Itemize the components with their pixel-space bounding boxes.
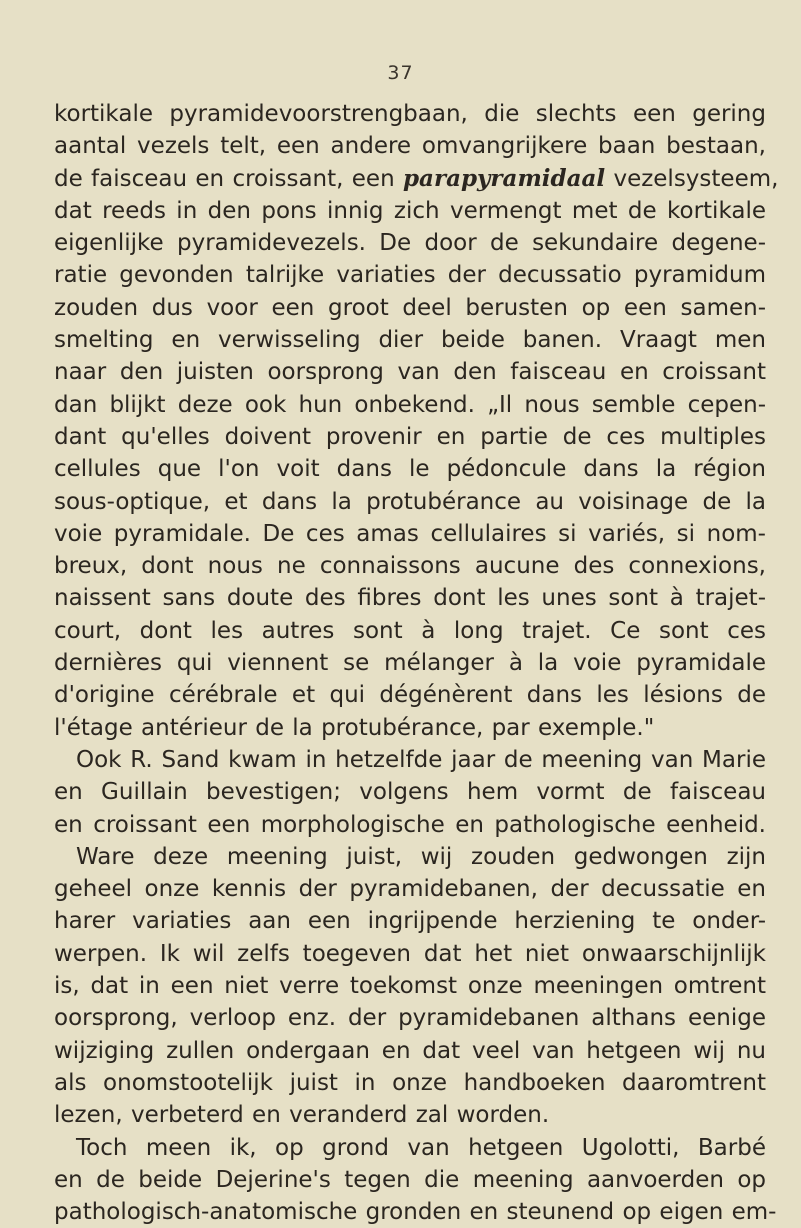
text-line: Ook R. Sand kwam in hetzelfde jaar de meening van Marie <box>76 746 766 773</box>
text-line: en croissant een morphologische en pathologische eenheid. <box>54 811 766 838</box>
emphasized-term: parapyramidaal <box>402 164 606 192</box>
text-line: wijziging zullen ondergaan en dat veel van hetgeen wij nu <box>54 1037 766 1064</box>
text-line: werpen. Ik wil zelfs toegeven dat het niet onwaarschijnlijk <box>54 940 766 967</box>
text-line: harer variaties aan een ingrijpende herziening te onder- <box>54 908 766 935</box>
text-line: is, dat in een niet verre toekomst onze meeningen omtrent <box>54 973 766 1000</box>
text-line: d'origine cérébrale et qui dégénèrent dans les lésions de <box>54 682 766 709</box>
text-line: en Guillain bevestigen; volgens hem vormt de faisceau <box>54 779 766 806</box>
text-line: geheel onze kennis der pyramidebanen, der decussatie en <box>54 876 766 903</box>
text-line: Toch meen ik, op grond van hetgeen Ugolotti, Barbé <box>76 1134 766 1161</box>
text-line <box>54 163 779 195</box>
text-line: kortikale pyramidevoorstrengbaan, die slechts een gering <box>54 101 766 127</box>
text-line: pathologisch-anatomische gronden en steunend op eigen em- <box>54 1199 777 1226</box>
text-line: ratie gevonden talrijke variaties der decussatio pyramidum <box>54 262 766 289</box>
text-line: dernières qui viennent se mélanger à la voie pyramidale <box>54 650 766 677</box>
text-line: Ware deze meening juist, wij zouden gedwongen zijn <box>76 843 766 870</box>
text-line: l'étage antérieur de la protubérance, par exemple." <box>54 714 655 741</box>
text-line: als onomstootelijk juist in onze handboeken daaromtrent <box>54 1069 766 1096</box>
text-line: naissent sans doute des fibres dont les unes sont à trajet- <box>54 585 766 612</box>
text-line: court, dont les autres sont à long trajet. Ce sont ces <box>54 617 766 644</box>
text-line: naar den juisten oorsprong van den faisceau en croissant <box>54 359 766 386</box>
text-line: voie pyramidale. De ces amas cellulaires si variés, si nom- <box>54 520 766 547</box>
text-segment: vezelsysteem, <box>605 165 779 192</box>
text-line: cellules que l'on voit dans le pédoncule dans la région <box>54 456 766 483</box>
text-line: en de beide Dejerine's tegen die meening aanvoerden op <box>54 1166 766 1193</box>
text-line: breux, dont nous ne connaissons aucune des connexions, <box>54 553 766 580</box>
body-text <box>54 98 779 1228</box>
text-line: aantal vezels telt, een andere omvangrijkere baan bestaan, <box>54 133 766 160</box>
text-line: smelting en verwisseling dier beide banen. Vraagt men <box>54 327 766 354</box>
text-line: sous-optique, et dans la protubérance au voisinage de la <box>54 488 766 515</box>
text-line: eigenlijke pyramidevezels. De door de sekundaire degene- <box>54 230 766 257</box>
text-line: dan blijkt deze ook hun onbekend. „Il nous semble cepen- <box>54 391 766 418</box>
text-line: lezen, verbeterd en veranderd zal worden. <box>54 1102 550 1129</box>
text-line: dat reeds in den pons innig zich vermengt met de kortikale <box>54 197 766 224</box>
text-line: dant qu'elles doivent provenir en partie de ces multiples <box>54 423 766 450</box>
text-line: oorsprong, verloop enz. der pyramidebanen althans eenige <box>54 1005 766 1032</box>
text-segment: de faisceau en croissant, een <box>54 165 403 192</box>
text-line: zouden dus voor een groot deel berusten op een samen- <box>54 294 766 321</box>
page-number: 37 <box>387 62 414 84</box>
